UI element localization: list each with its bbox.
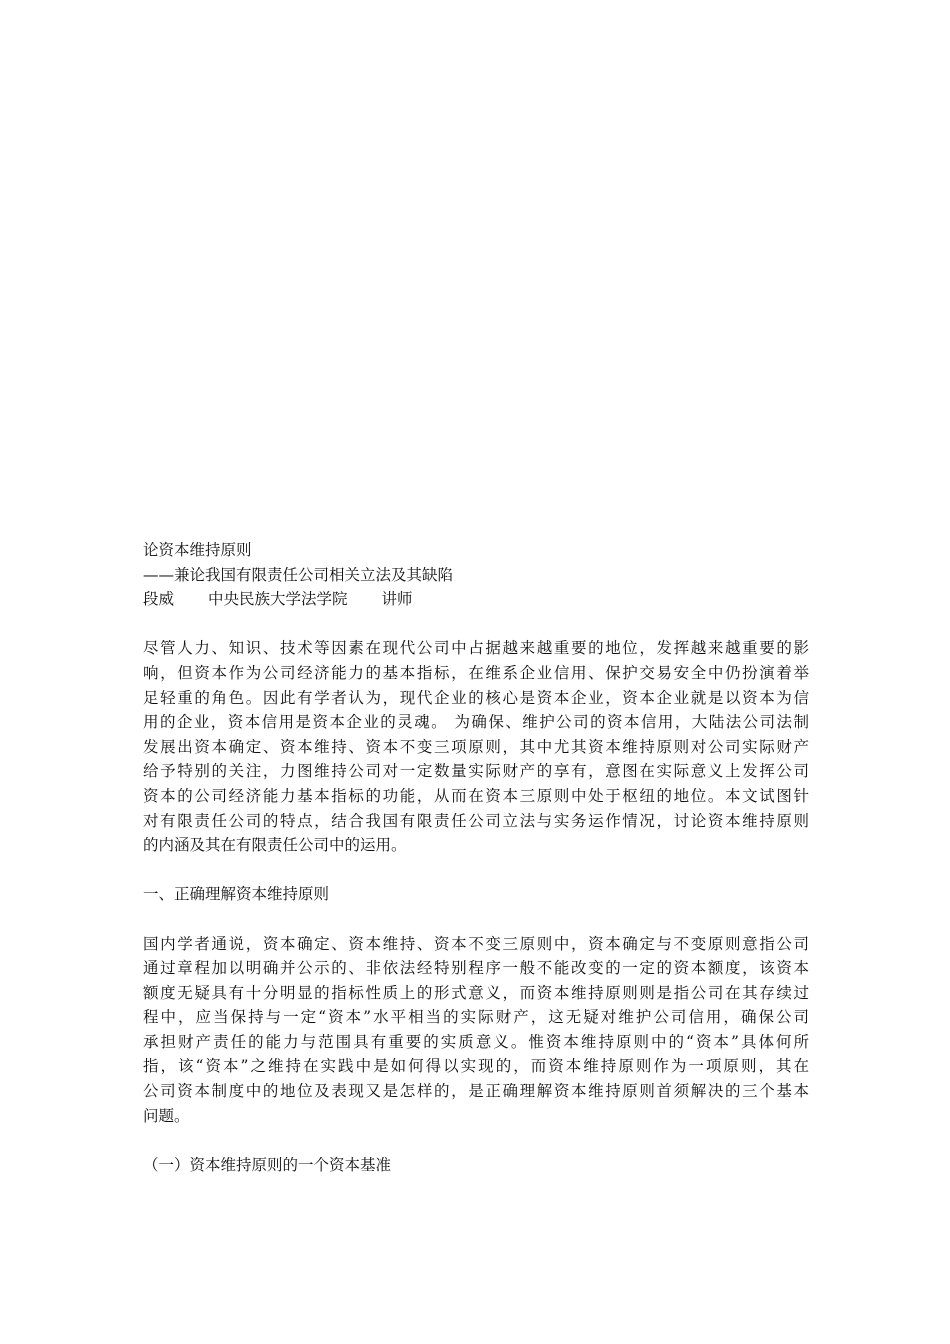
paragraph-line: 承担财产责任的能力与范围具有重要的实质意义。惟资本维持原则中的“资本”具体何所: [143, 1032, 809, 1051]
paragraph-line: 公司资本制度中的地位及表现又是怎样的，是正确理解资本维持原则首须解决的三个基本: [143, 1082, 809, 1101]
intro-paragraph: [143, 636, 809, 857]
paragraph-line: 给予特别的关注，力图维持公司对一定数量实际财产的享有，意图在实际意义上发挥公司: [143, 762, 809, 781]
paragraph-line: 响，但资本作为公司经济能力的基本指标，在维系企业信用、保护交易安全中仍扮演着举: [143, 663, 809, 682]
paragraph-line: 指，该“资本”之维持在实践中是如何得以实现的，而资本维持原则作为一项原则，其在: [143, 1057, 809, 1076]
paragraph-line: 通过章程加以明确并公示的、非依法经特别程序一般不能改变的一定的资本额度，该资本: [143, 959, 809, 978]
paragraph-line: 资本的公司经济能力基本指标的功能，从而在资本三原则中处于枢纽的地位。本文试图针: [143, 786, 809, 805]
document-subtitle: ——兼论我国有限责任公司相关立法及其缺陷: [143, 565, 454, 584]
section-paragraph: [143, 932, 809, 1129]
paragraph-line: 对有限责任公司的特点，结合我国有限责任公司立法与实务运作情况，讨论资本维持原则: [143, 811, 809, 830]
paragraph-line: 足轻重的角色。因此有学者认为，现代企业的核心是资本企业，资本企业就是以资本为信: [143, 688, 809, 707]
paragraph-line: 额度无疑具有十分明显的指标性质上的形式意义，而资本维持原则则是指公司在其存续过: [143, 983, 809, 1002]
author-affiliation: 中央民族大学法学院: [208, 590, 348, 609]
paragraph-line: 发展出资本确定、资本维持、资本不变三项原则，其中尤其资本维持原则对公司实际财产: [143, 737, 809, 756]
author-line: [143, 587, 809, 612]
paragraph-line: 的内涵及其在有限责任公司中的运用。: [143, 836, 407, 855]
author-position: 讲师: [381, 590, 413, 609]
author-name: 段威: [143, 590, 175, 609]
subsection-heading: （一）资本维持原则的一个资本基准: [143, 1155, 392, 1174]
paragraph-line: 程中，应当保持与一定“资本”水平相当的实际财产，这无疑对维护公司信用，确保公司: [143, 1008, 809, 1027]
paragraph-line: 尽管人力、知识、技术等因素在现代公司中占据越来越重要的地位，发挥越来越重要的影: [143, 639, 809, 658]
paragraph-line: 国内学者通说，资本确定、资本维持、资本不变三原则中，资本确定与不变原则意指公司: [143, 934, 809, 953]
section-heading: 一、正确理解资本维持原则: [143, 885, 330, 904]
document-title: 论资本维持原则: [143, 541, 252, 559]
paragraph-line: 用的企业，资本信用是资本企业的灵魂。 为确保、维护公司的资本信用，大陆法公司法制: [143, 713, 809, 732]
document-body: [143, 538, 809, 1177]
paragraph-line: 问题。: [143, 1106, 190, 1125]
